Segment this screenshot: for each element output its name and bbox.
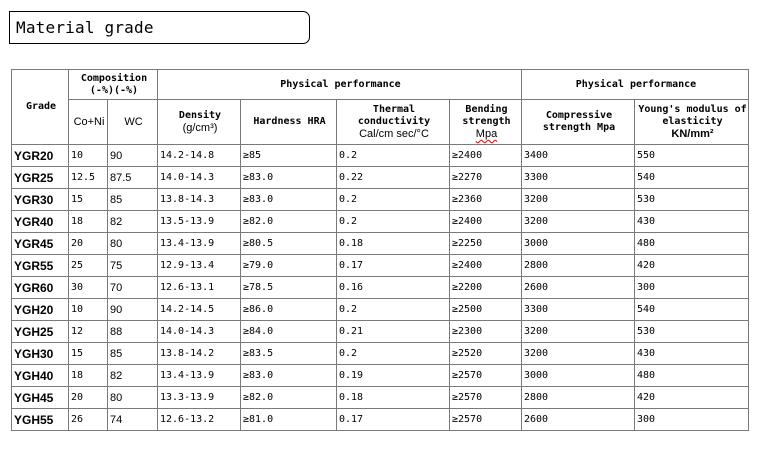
table-body [12,145,749,431]
cell-thermal: 0.2 [337,299,450,321]
cell-co-ni: 20 [69,387,108,409]
header-physical-performance-1: Physical performance [158,70,522,100]
cell-thermal: 0.19 [337,365,450,387]
cell-thermal: 0.17 [337,255,450,277]
cell-young-modulus: 430 [635,343,749,365]
cell-thermal: 0.16 [337,277,450,299]
cell-grade: YGH20 [12,299,69,321]
cell-co-ni: 12.5 [69,167,108,189]
cell-co-ni: 10 [69,299,108,321]
cell-density: 13.5-13.9 [158,211,241,233]
cell-bending: ≥2500 [450,299,522,321]
header-composition-label: Composition [80,72,148,84]
cell-bending: ≥2400 [450,211,522,233]
table-row [12,299,749,321]
cell-young-modulus: 540 [635,167,749,189]
cell-co-ni: 15 [69,343,108,365]
header-composition-units: (-%)(-%) [89,84,139,96]
header-young-line1: Young's modulus of [638,104,747,115]
cell-grade: YGH45 [12,387,69,409]
cell-hardness: ≥83.5 [241,343,337,365]
table-row [12,277,749,299]
cell-thermal: 0.2 [337,211,450,233]
cell-thermal: 0.17 [337,409,450,431]
cell-young-modulus: 430 [635,211,749,233]
cell-compressive: 2600 [522,277,635,299]
cell-thermal: 0.22 [337,167,450,189]
cell-bending: ≥2570 [450,365,522,387]
cell-compressive: 3200 [522,321,635,343]
header-thermal-unit: Cal/cm sec/°C [359,128,429,140]
cell-compressive: 3000 [522,365,635,387]
header-young-unit: KN/mm² [671,128,714,140]
header-compressive [522,100,635,145]
header-density-unit: (g/cm³) [182,122,218,134]
table-row [12,211,749,233]
cell-young-modulus: 420 [635,387,749,409]
cell-thermal: 0.18 [337,233,450,255]
cell-wc: 82 [108,365,158,387]
header-co-ni: Co+Ni [69,100,108,145]
cell-wc: 85 [108,189,158,211]
cell-grade: YGH25 [12,321,69,343]
header-grade: Grade [12,70,69,145]
cell-young-modulus: 480 [635,365,749,387]
cell-compressive: 3400 [522,145,635,167]
material-grade-table [11,69,749,431]
header-young-modulus [635,100,749,145]
cell-wc: 90 [108,299,158,321]
header-physical-performance-2: Physical performance [522,70,749,100]
header-row-1 [12,70,749,100]
cell-hardness: ≥79.0 [241,255,337,277]
cell-hardness: ≥83.0 [241,189,337,211]
cell-hardness: ≥82.0 [241,211,337,233]
cell-young-modulus: 300 [635,409,749,431]
cell-co-ni: 12 [69,321,108,343]
cell-density: 13.8-14.2 [158,343,241,365]
cell-co-ni: 15 [69,189,108,211]
cell-young-modulus: 480 [635,233,749,255]
cell-bending: ≥2270 [450,167,522,189]
cell-co-ni: 30 [69,277,108,299]
cell-compressive: 3300 [522,299,635,321]
cell-bending: ≥2400 [450,145,522,167]
cell-compressive: 2800 [522,387,635,409]
header-wc: WC [108,100,158,145]
cell-hardness: ≥83.0 [241,167,337,189]
cell-co-ni: 26 [69,409,108,431]
cell-density: 13.4-13.9 [158,365,241,387]
cell-wc: 80 [108,233,158,255]
table-row [12,409,749,431]
cell-grade: YGR25 [12,167,69,189]
cell-hardness: ≥82.0 [241,387,337,409]
cell-bending: ≥2400 [450,255,522,277]
cell-wc: 82 [108,211,158,233]
cell-density: 12.6-13.1 [158,277,241,299]
header-thermal-line1: Thermal [372,104,416,115]
table-row [12,255,749,277]
cell-grade: YGR30 [12,189,69,211]
cell-thermal: 0.2 [337,343,450,365]
cell-density: 14.2-14.8 [158,145,241,167]
cell-wc: 74 [108,409,158,431]
cell-young-modulus: 540 [635,299,749,321]
cell-grade: YGR45 [12,233,69,255]
header-density-label: Density [178,110,222,121]
cell-co-ni: 25 [69,255,108,277]
header-compressive-line1: Compressive [545,110,613,121]
cell-grade: YGR60 [12,277,69,299]
table-row [12,167,749,189]
cell-thermal: 0.2 [337,189,450,211]
cell-grade: YGR20 [12,145,69,167]
header-density [158,100,241,145]
cell-compressive: 3200 [522,189,635,211]
cell-compressive: 2800 [522,255,635,277]
cell-hardness: ≥85 [241,145,337,167]
cell-wc: 88 [108,321,158,343]
cell-density: 14.0-14.3 [158,167,241,189]
header-bending-line1: Bending [465,104,508,115]
header-composition [69,70,158,100]
table-row [12,321,749,343]
cell-compressive: 3300 [522,167,635,189]
cell-co-ni: 18 [69,211,108,233]
table-row [12,145,749,167]
cell-density: 14.0-14.3 [158,321,241,343]
header-compressive-line2: strength Mpa [542,122,616,133]
cell-bending: ≥2360 [450,189,522,211]
page-title: Material grade [9,11,310,44]
cell-young-modulus: 530 [635,321,749,343]
cell-co-ni: 10 [69,145,108,167]
cell-hardness: ≥80.5 [241,233,337,255]
table-row [12,387,749,409]
header-row-2 [12,100,749,145]
cell-wc: 80 [108,387,158,409]
cell-density: 14.2-14.5 [158,299,241,321]
cell-grade: YGR55 [12,255,69,277]
cell-young-modulus: 530 [635,189,749,211]
cell-density: 12.6-13.2 [158,409,241,431]
cell-wc: 70 [108,277,158,299]
cell-density: 12.9-13.4 [158,255,241,277]
header-bending-line2: strength [462,116,511,127]
cell-hardness: ≥78.5 [241,277,337,299]
cell-compressive: 3200 [522,343,635,365]
cell-young-modulus: 300 [635,277,749,299]
cell-co-ni: 18 [69,365,108,387]
cell-wc: 85 [108,343,158,365]
table-row [12,233,749,255]
cell-bending: ≥2250 [450,233,522,255]
cell-density: 13.4-13.9 [158,233,241,255]
header-bending-unit: Mpa [475,128,498,140]
cell-bending: ≥2520 [450,343,522,365]
cell-compressive: 3200 [522,211,635,233]
table-row [12,365,749,387]
cell-compressive: 3000 [522,233,635,255]
header-thermal-line2: conductivity [357,116,431,127]
header-hardness: Hardness HRA [241,100,337,145]
header-young-line2: elasticity [662,116,723,127]
cell-density: 13.3-13.9 [158,387,241,409]
cell-grade: YGH30 [12,343,69,365]
cell-thermal: 0.2 [337,145,450,167]
cell-bending: ≥2570 [450,387,522,409]
cell-bending: ≥2570 [450,409,522,431]
cell-compressive: 2600 [522,409,635,431]
cell-grade: YGH55 [12,409,69,431]
cell-density: 13.8-14.3 [158,189,241,211]
cell-wc: 90 [108,145,158,167]
table-row [12,189,749,211]
cell-young-modulus: 550 [635,145,749,167]
cell-thermal: 0.21 [337,321,450,343]
header-thermal [337,100,450,145]
cell-hardness: ≥81.0 [241,409,337,431]
cell-hardness: ≥86.0 [241,299,337,321]
table-row [12,343,749,365]
cell-thermal: 0.18 [337,387,450,409]
cell-bending: ≥2200 [450,277,522,299]
header-bending [450,100,522,145]
cell-hardness: ≥83.0 [241,365,337,387]
cell-young-modulus: 420 [635,255,749,277]
cell-wc: 87.5 [108,167,158,189]
cell-bending: ≥2300 [450,321,522,343]
cell-co-ni: 20 [69,233,108,255]
cell-hardness: ≥84.0 [241,321,337,343]
cell-wc: 75 [108,255,158,277]
cell-grade: YGR40 [12,211,69,233]
cell-grade: YGH40 [12,365,69,387]
